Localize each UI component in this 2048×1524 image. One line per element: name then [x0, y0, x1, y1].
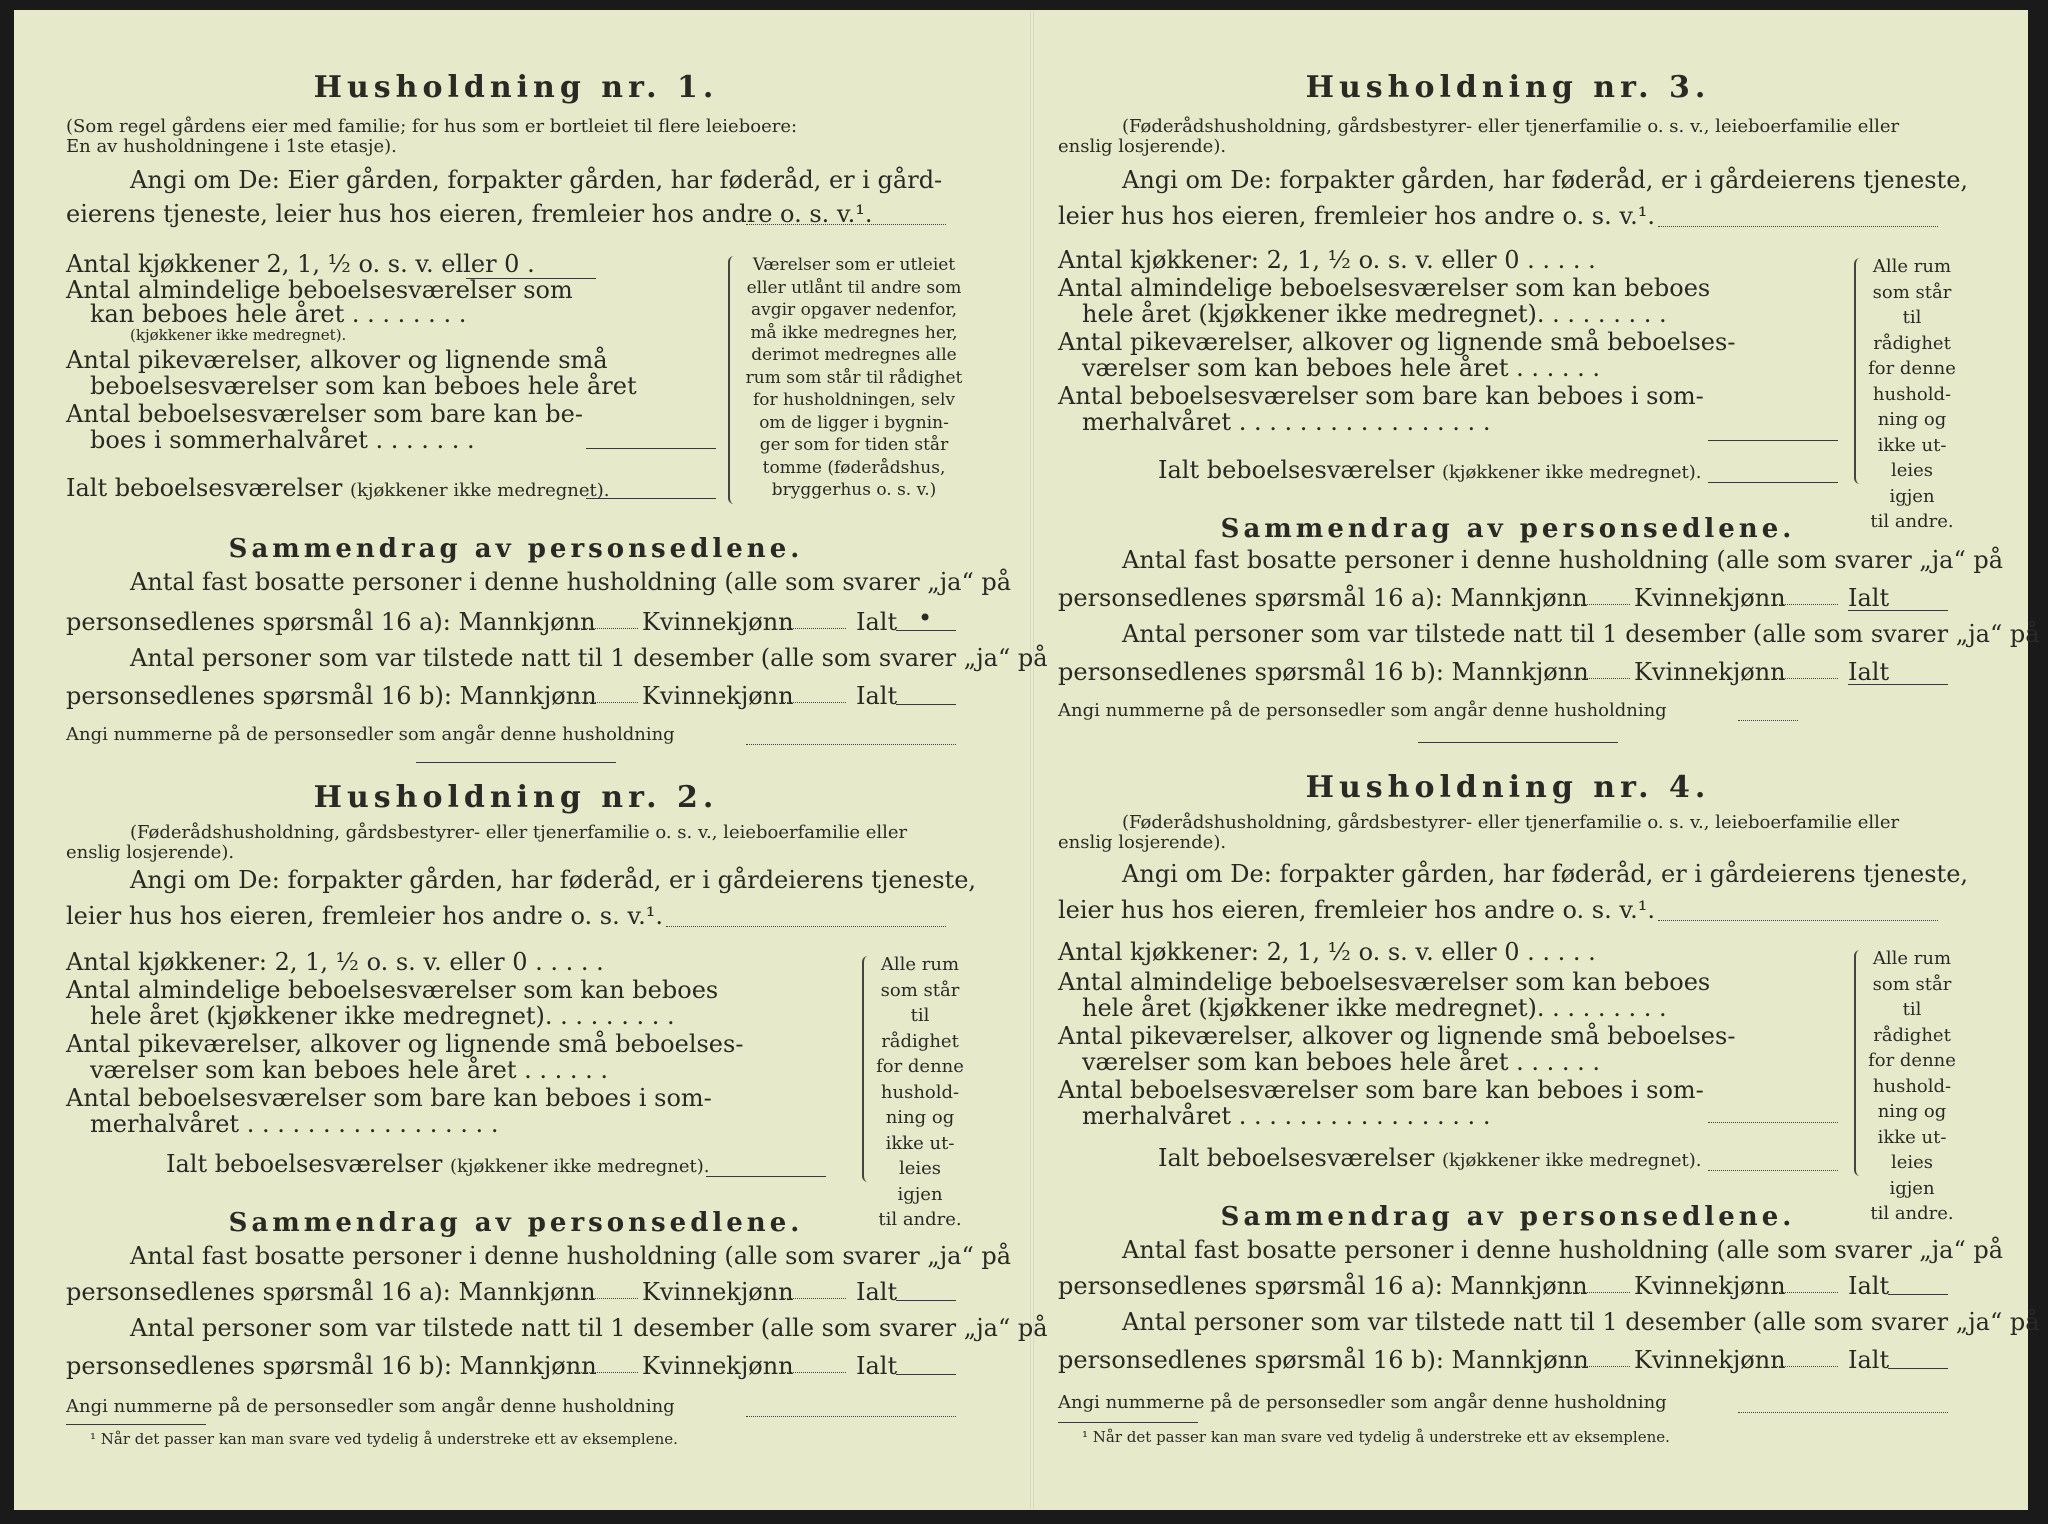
summary-title: Sammendrag av personsedlene. — [1220, 514, 1796, 544]
alm-line-1: Antal almindelige beboelsesværelser som — [66, 276, 573, 304]
pike-line-2: beboelsesværelser som kan beboes hele året — [90, 372, 637, 400]
angi-line-1: Angi om De: forpakter gården, har føderåd, er i gårdeierens tjeneste, — [1122, 166, 1969, 194]
fast-kvinne-label: Kvinnekjønn — [642, 608, 794, 636]
ialt-rooms-answer-line[interactable] — [706, 1176, 826, 1177]
sidenote-line: for husholdningen, selv — [752, 390, 956, 410]
household-3 — [1058, 70, 2040, 770]
household-3-title: Husholdning nr. 3. — [1305, 70, 1711, 105]
sommer-answer-line[interactable] — [586, 448, 716, 449]
tilstede-kvinne-answer[interactable] — [1774, 678, 1838, 679]
sidenote-line: derimot medregnes alle — [751, 345, 957, 365]
angi-nummerne: Angi nummerne på de personsedler som angår denne husholdning — [1058, 700, 1667, 721]
pike-line-2: værelser som kan beboes hele året . . . . . . — [90, 1056, 609, 1084]
subnote-line-2: enslig losjerende). — [1058, 136, 1227, 157]
fast-line-2: personsedlenes spørsmål 16 a): Mannkjønn — [1058, 1272, 1588, 1300]
tilstede-kvinne-answer[interactable] — [1774, 1366, 1838, 1367]
tilstede-ialt-answer[interactable] — [896, 704, 956, 705]
ialt-rooms-note: (kjøkkener ikke medregnet). — [349, 480, 610, 501]
sidenote-line: hushold- — [1872, 383, 1952, 405]
fast-mann-answer[interactable] — [1566, 1292, 1630, 1293]
fast-kvinne-answer[interactable] — [782, 1298, 846, 1299]
ialt-rooms-answer-line[interactable] — [586, 498, 716, 499]
fast-ialt-label: Ialt — [1848, 584, 1890, 612]
sidenote-line: rådighet — [1873, 1024, 1951, 1046]
nummerne-answer[interactable] — [746, 1416, 956, 1417]
sidenote-line: Alle rum — [1872, 948, 1952, 969]
fast-line-2 — [66, 608, 596, 636]
sommer-line-2: merhalvåret . . . . . . . . . . . . . . . . . — [90, 1110, 499, 1138]
sidenote-line: for denne — [1868, 1050, 1956, 1071]
fast-ialt-answer[interactable] — [896, 1300, 956, 1301]
subnote-line-2: enslig losjerende). — [66, 842, 235, 863]
tilstede-kvinne-label: Kvinnekjønn — [642, 682, 794, 710]
pike-line-1: Antal pikeværelser, alkover og lignende små beboelses- — [1058, 328, 1736, 356]
fast-kvinne-answer[interactable] — [1774, 604, 1838, 605]
tilstede-mann-answer[interactable] — [574, 702, 638, 703]
nummerne-answer[interactable] — [1738, 1412, 1948, 1413]
alm-line-1: Antal almindelige beboelsesværelser som kan beboes — [1058, 968, 1711, 996]
fast-kvinne-answer[interactable] — [782, 628, 846, 629]
angi-line-2: leier hus hos eieren, fremleier hos andre o. s. v.¹. — [1058, 896, 1655, 924]
sommer-answer-line[interactable] — [1708, 440, 1838, 441]
household-2-title: Husholdning nr. 2. — [313, 780, 719, 815]
sidenote-line: leies igjen — [1889, 1152, 1935, 1199]
tilstede-kvinne-label: Kvinnekjønn — [642, 1352, 794, 1380]
tilstede-line-2: personsedlenes spørsmål 16 b): Mannkjønn — [1058, 658, 1589, 686]
fast-kvinne-label: Kvinnekjønn — [1634, 1272, 1786, 1300]
sommer-line-1: Antal beboelsesværelser som bare kan beboes i som- — [1058, 382, 1704, 410]
nummerne-answer[interactable] — [1738, 720, 1798, 721]
angi-nummerne: Angi nummerne på de personsedler som angår denne husholdning — [66, 1396, 675, 1417]
sidenote-line: hushold- — [880, 1081, 960, 1103]
sidenote-line: Alle rum — [1872, 256, 1952, 277]
fast-line-2: personsedlenes spørsmål 16 a): Mannkjønn — [66, 1278, 596, 1306]
sidenote-brace — [1854, 258, 1866, 484]
tilstede-line-1: Antal personer som var tilstede natt til 1 desember (alle som svarer „ja“ på — [1122, 1308, 2040, 1336]
household-2 — [66, 780, 1048, 1480]
ialt-rooms-label — [1158, 1144, 1702, 1172]
fast-kvinne-label: Kvinnekjønn — [1634, 584, 1786, 612]
sidenote-line: avgir opgaver nedenfor, — [750, 300, 957, 320]
ialt-rooms-note: (kjøkkener ikke medregnet). — [1441, 462, 1702, 483]
angi-nummerne: Angi nummerne på de personsedler som angår denne husholdning — [1058, 1392, 1667, 1413]
household-4-title: Husholdning nr. 4. — [1305, 770, 1711, 805]
household-1 — [66, 70, 1048, 770]
sidenote-line: som står til — [880, 979, 960, 1026]
fast-mann-label: personsedlenes spørsmål 16 a): Mannkjønn — [66, 608, 596, 636]
tilstede-kvinne-answer[interactable] — [782, 702, 846, 703]
fast-ialt-label: Ialt — [856, 1278, 898, 1306]
sidenote-line: leies igjen — [897, 1158, 943, 1205]
section-divider — [1418, 742, 1618, 743]
ialt-rooms-note: (kjøkkener ikke medregnet). — [1441, 1150, 1702, 1171]
sommer-answer-line[interactable] — [1708, 1122, 1838, 1123]
pike-line-1: Antal pikeværelser, alkover og lignende små — [66, 346, 608, 374]
ialt-rooms-label — [1158, 456, 1702, 484]
sidenote-rooms — [1866, 946, 1958, 1227]
sidenote-line: rådighet — [881, 1030, 959, 1052]
sidenote-line: ning og — [885, 1107, 955, 1128]
subnote-line-1: (Som regel gårdens eier med familie; for hus som er bortleiet til flere leieboere: — [66, 116, 798, 137]
summary-title: Sammendrag av personsedlene. — [228, 1208, 804, 1238]
sommer-line-1: Antal beboelsesværelser som bare kan be- — [66, 400, 583, 428]
sidenote-line: ning og — [1877, 409, 1947, 430]
angi-answer-line[interactable] — [666, 926, 946, 927]
fast-ialt-mark: • — [918, 604, 933, 632]
fast-line-1: Antal fast bosatte personer i denne husholdning (alle som svarer „ja“ på — [1122, 1236, 2004, 1264]
alm-line-1: Antal almindelige beboelsesværelser som kan beboes — [66, 976, 719, 1004]
section-divider — [416, 762, 616, 763]
sommer-line-1: Antal beboelsesværelser som bare kan beboes i som- — [1058, 1076, 1704, 1104]
ialt-rooms-text: Ialt beboelsesværelser — [1158, 1144, 1435, 1172]
fast-ialt-answer[interactable] — [896, 630, 956, 631]
angi-line-1: Angi om De: forpakter gården, har føderåd, er i gårdeierens tjeneste, — [130, 866, 977, 894]
pike-line-1: Antal pikeværelser, alkover og lignende små beboelses- — [66, 1030, 744, 1058]
tilstede-kvinne-label: Kvinnekjønn — [1634, 1346, 1786, 1374]
kjokkener-label: Antal kjøkkener 2, 1, ½ o. s. v. eller 0 . — [66, 250, 535, 278]
alm-line-2: hele året (kjøkkener ikke medregnet). . . . . . . . . — [1082, 994, 1667, 1022]
kjokkener-label: Antal kjøkkener: 2, 1, ½ o. s. v. eller 0 . . . . . — [1058, 246, 1596, 274]
angi-line-1: Angi om De: forpakter gården, har føderåd, er i gårdeierens tjeneste, — [1122, 860, 1969, 888]
angi-answer-line[interactable] — [1658, 226, 1938, 227]
sidenote-line: som står til — [1872, 973, 1952, 1020]
sidenote-brace — [728, 256, 740, 504]
sidenote-line: om de ligger i bygnin- — [759, 412, 949, 433]
footnote-rule — [66, 1424, 206, 1425]
ialt-rooms-text: Ialt beboelsesværelser — [66, 474, 343, 502]
fast-line-1: Antal fast bosatte personer i denne husholdning (alle som svarer „ja“ på — [130, 1242, 1012, 1270]
footnote: ¹ Når det passer kan man svare ved tydelig å understreke ett av eksemplene. — [90, 1430, 678, 1448]
sidenote-line: tomme (føderådshus, — [762, 457, 946, 478]
alm-line-2: hele året (kjøkkener ikke medregnet). . . . . . . . . — [1082, 300, 1667, 328]
angi-answer-line[interactable] — [746, 224, 946, 225]
subnote-line-2: enslig losjerende). — [1058, 832, 1227, 853]
subnote-line-1: (Føderådshusholdning, gårdsbestyrer- eller tjenerfamilie o. s. v., leieboerfamilie eller — [130, 822, 908, 843]
sidenote-line: må ikke medregnes her, — [750, 322, 958, 343]
sidenote-line: ger som for tiden står — [759, 435, 949, 455]
ialt-rooms-answer-line[interactable] — [1708, 482, 1838, 483]
pike-line-2: værelser som kan beboes hele året . . . . . . — [1082, 354, 1601, 382]
fast-mann-answer[interactable] — [574, 1298, 638, 1299]
angi-line-2: eierens tjeneste, leier hus hos eieren, fremleier hos andre o. s. v.¹. — [66, 200, 873, 228]
sommer-line-2: merhalvåret . . . . . . . . . . . . . . . . . — [1082, 1102, 1491, 1130]
sidenote-line: til andre. — [878, 1209, 962, 1230]
fast-ialt-answer[interactable] — [1848, 610, 1948, 611]
sidenote-line: Alle rum — [880, 954, 960, 975]
ialt-rooms-note: (kjøkkener ikke medregnet). — [449, 1156, 710, 1177]
sidenote-line: Værelser som er utleiet — [752, 255, 956, 275]
subnote-line-2: En av husholdningene i 1ste etasje). — [66, 136, 397, 157]
tilstede-mann-answer[interactable] — [574, 1372, 638, 1373]
footnote-rule — [1058, 1422, 1198, 1423]
tilstede-mann-answer[interactable] — [1566, 678, 1630, 679]
sidenote-line: som står til — [1872, 281, 1952, 328]
angi-answer-line[interactable] — [1658, 920, 1938, 921]
sidenote-line: ning og — [1877, 1101, 1947, 1122]
sommer-line-1: Antal beboelsesværelser som bare kan beboes i som- — [66, 1084, 712, 1112]
alm-line-3: (kjøkkener ikke medregnet). — [130, 326, 347, 344]
tilstede-ialt-answer[interactable] — [1888, 1368, 1948, 1369]
alm-line-2: hele året (kjøkkener ikke medregnet). . . . . . . . . — [90, 1002, 675, 1030]
kjokkener-label: Antal kjøkkener: 2, 1, ½ o. s. v. eller 0 . . . . . — [1058, 938, 1596, 966]
alm-line-1: Antal almindelige beboelsesværelser som kan beboes — [1058, 274, 1711, 302]
pike-line-2: værelser som kan beboes hele året . . . . . . — [1082, 1048, 1601, 1076]
sommer-line-2: boes i sommerhalvåret . . . . . . . — [90, 426, 475, 454]
tilstede-line-2: personsedlenes spørsmål 16 b): Mannkjønn — [66, 682, 597, 710]
tilstede-kvinne-answer[interactable] — [782, 1372, 846, 1373]
tilstede-ialt-label: Ialt — [1848, 1346, 1890, 1374]
sidenote-brace — [862, 956, 874, 1182]
sidenote-line: eller utlånt til andre som — [746, 277, 962, 298]
sidenote-line: for denne — [1868, 358, 1956, 379]
fast-line-1: Antal fast bosatte personer i denne husholdning (alle som svarer „ja“ på — [1122, 546, 2004, 574]
fast-ialt-answer[interactable] — [1888, 1294, 1948, 1295]
tilstede-kvinne-label: Kvinnekjønn — [1634, 658, 1786, 686]
tilstede-line-1: Antal personer som var tilstede natt til 1 desember (alle som svarer „ja“ på — [1122, 620, 2040, 648]
page-fold — [1030, 10, 1034, 1510]
left-page — [66, 10, 1048, 1510]
sidenote-brace — [1854, 950, 1866, 1176]
fast-ialt-label: Ialt — [856, 608, 898, 636]
subnote-line-1: (Føderådshusholdning, gårdsbestyrer- eller tjenerfamilie o. s. v., leieboerfamilie eller — [1122, 116, 1900, 137]
sidenote-line: bryggerhus o. s. v.) — [771, 480, 937, 500]
sidenote-line: til andre. — [1870, 1203, 1954, 1224]
sidenote-line: for denne — [876, 1056, 964, 1077]
fast-line-1: Antal fast bosatte personer i denne husholdning (alle som svarer „ja“ på — [130, 568, 1012, 596]
tilstede-ialt-label: Ialt — [1848, 658, 1890, 686]
fast-ialt-label: Ialt — [1848, 1272, 1890, 1300]
angi-nummerne: Angi nummerne på de personsedler som angår denne husholdning — [66, 724, 675, 745]
sidenote-line: hushold- — [1872, 1075, 1952, 1097]
tilstede-ialt-label: Ialt — [856, 682, 898, 710]
household-1-title: Husholdning nr. 1. — [313, 70, 719, 105]
angi-line-1: Angi om De: Eier gården, forpakter gården, har føderåd, er i gård- — [130, 166, 943, 194]
footnote: ¹ Når det passer kan man svare ved tydelig å understreke ett av eksemplene. — [1082, 1428, 1670, 1446]
right-page — [1058, 10, 2040, 1510]
summary-title: Sammendrag av personsedlene. — [1220, 1202, 1796, 1232]
pike-line-1: Antal pikeværelser, alkover og lignende små beboelses- — [1058, 1022, 1736, 1050]
sidenote-rooms — [742, 254, 966, 502]
tilstede-line-1: Antal personer som var tilstede natt til 1 desember (alle som svarer „ja“ på — [130, 644, 1048, 672]
tilstede-line-2: personsedlenes spørsmål 16 b): Mannkjønn — [1058, 1346, 1589, 1374]
fast-line-2: personsedlenes spørsmål 16 a): Mannkjønn — [1058, 584, 1588, 612]
household-4 — [1058, 770, 2040, 1470]
sidenote-line: til andre. — [1870, 511, 1954, 532]
tilstede-ialt-answer[interactable] — [1848, 684, 1948, 685]
sidenote-rooms — [1866, 254, 1958, 535]
sidenote-line: leies igjen — [1889, 460, 1935, 507]
ialt-rooms-label — [166, 1150, 710, 1178]
fast-mann-answer[interactable] — [1566, 604, 1630, 605]
fast-kvinne-answer[interactable] — [1774, 1292, 1838, 1293]
fast-mann-answer[interactable] — [574, 628, 638, 629]
tilstede-mann-answer[interactable] — [1566, 1366, 1630, 1367]
kjokkener-label: Antal kjøkkener: 2, 1, ½ o. s. v. eller 0 . . . . . — [66, 948, 604, 976]
sidenote-line: rådighet — [1873, 332, 1951, 354]
ialt-rooms-text: Ialt beboelsesværelser — [166, 1150, 443, 1178]
fast-kvinne-label: Kvinnekjønn — [642, 1278, 794, 1306]
angi-line-2: leier hus hos eieren, fremleier hos andre o. s. v.¹. — [66, 902, 663, 930]
alm-line-2: kan beboes hele året . . . . . . . . — [90, 300, 467, 328]
angi-line-2: leier hus hos eieren, fremleier hos andre o. s. v.¹. — [1058, 202, 1655, 230]
ialt-rooms-text: Ialt beboelsesværelser — [1158, 456, 1435, 484]
sidenote-line: ikke ut- — [1877, 1126, 1947, 1148]
tilstede-ialt-label: Ialt — [856, 1352, 898, 1380]
sidenote-line: rum som står til rådighet — [745, 367, 963, 388]
tilstede-ialt-answer[interactable] — [896, 1374, 956, 1375]
sommer-line-2: merhalvåret . . . . . . . . . . . . . . . . . — [1082, 408, 1491, 436]
subnote-line-1: (Føderådshusholdning, gårdsbestyrer- eller tjenerfamilie o. s. v., leieboerfamilie eller — [1122, 812, 1900, 833]
ialt-rooms-label — [66, 474, 610, 502]
sidenote-line: ikke ut- — [885, 1132, 955, 1154]
sidenote-rooms — [874, 952, 966, 1233]
nummerne-answer[interactable] — [746, 744, 956, 745]
tilstede-line-2: personsedlenes spørsmål 16 b): Mannkjønn — [66, 1352, 597, 1380]
ialt-rooms-answer-line[interactable] — [1708, 1170, 1838, 1171]
tilstede-line-1: Antal personer som var tilstede natt til 1 desember (alle som svarer „ja“ på — [130, 1314, 1048, 1342]
sidenote-line: ikke ut- — [1877, 434, 1947, 456]
summary-title: Sammendrag av personsedlene. — [228, 534, 804, 564]
